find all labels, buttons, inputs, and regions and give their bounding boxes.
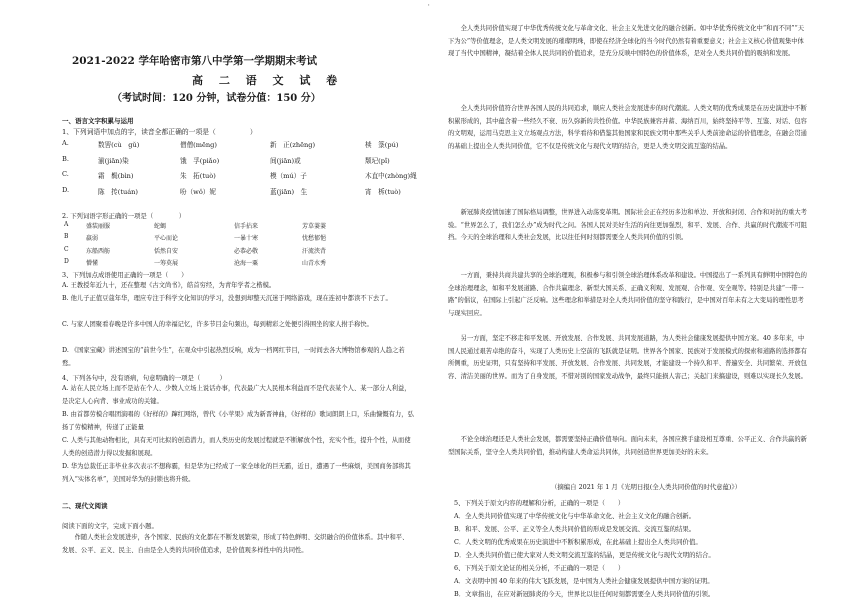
q5-option-b: B．和平、发展、公平、正义等全人类共同价值的形成是发展交流、交流互鉴的结果。 (454, 525, 696, 533)
reading-intro: 阅读下面的文字，完成下面小题。 (62, 522, 158, 530)
q2-option: 恬然自安 (154, 247, 179, 255)
q1-option: 颓圮(pǐ) (365, 156, 390, 165)
q2-option: D (64, 258, 69, 266)
q2-option: 信手拈来 (234, 223, 259, 230)
q1-option: 蓝(jiān) 生 (270, 187, 308, 196)
passage-paragraph: 一方面，秉持共商共建共享的全球治理观，积极参与和引领全球治理体系改革和建设。中国提出了一系列具有鲜明中国特色的全球治理理念，如和平发展道路、合作共赢理念、新型大国关系、正确义利观、发展观、合作观、安全观等。特别是共建“一带一路”的倡议，在国际上引起广泛反响。这些理念和举措是对全人类共同价值的坚守和践行，是中国对百年未有之大变局的理性思考与现实回应。 (448, 272, 807, 317)
q1-option: 椟 箓(pú) (365, 141, 399, 149)
q1-option: 模（mú）子 (270, 172, 307, 181)
q2-option: 芳草萋萋 (302, 223, 327, 230)
q1-option: 数罟(cù gǔ) (98, 141, 140, 149)
q5-option-c: C．人类文明的优秀成果在历史演进中不断积累形成，在此基础上提出全人类共同价值。 (454, 538, 702, 546)
q1-option: 间(jiān)或 (270, 156, 301, 165)
section-heading-2: 二、现代文阅读 (62, 502, 108, 510)
q3-option-b: B. 他儿子正值豆蔻年华，理应专注于科学文化知识的学习，没想到却整天沉迷于网络游戏，现在连初中都读不下去了。 (62, 295, 392, 302)
q4-option-b: B. 由首都劳模合唱团演唱的《好样的》蹿红网络，曾代《小苹果》成为新晋神曲，《好样的》歌词朗朗上口，乐曲慷慨有力，弘扬了劳模精神，传递了正能量 (62, 411, 414, 431)
q2-option: 东船西舫 (86, 247, 111, 255)
q1-option: 饿 孚(piǎo) (180, 156, 220, 165)
q1-stem: 1、下列词语中加点的字，读音全都正确的一项是（ ） (62, 128, 257, 136)
q2-option: B (64, 233, 69, 241)
q3-option-d: D. 《国家宝藏》讲述国宝的“前世今生”，在观众中引起热烈反响，成为一档网红节目，一时间去各大博物馆参观的人趋之若鹜。 (62, 347, 405, 367)
q1-option: C. (62, 170, 69, 179)
q5-option-a: A．全人类共同价值实现了中华传统文化与中华革命文化、社会主义文化的融合创新。 (454, 512, 696, 520)
q5-option-d: D．全人类共同价值已使大家对人类文明交流互鉴的结晶，更是传统文化与现代文明的结合。 (454, 551, 715, 559)
q1-option: 新 正(zhēng) (270, 141, 316, 149)
q2-option: 汗流浃背 (302, 247, 327, 255)
q2-option: 蛇蝎 (154, 223, 167, 230)
q2-stem: 2. 下列词语字形正确的一项是（ ） (62, 212, 186, 220)
q1-option: 霜 鬓(bìn) (98, 172, 134, 181)
q2-option: 盛装丽服 (86, 223, 111, 230)
exam-title: 2021-2022 学年哈密市第八中学第一学期期末考试 (72, 55, 317, 67)
exam-meta: （考试时间：120 分钟，试卷分值：150 分） (112, 93, 321, 104)
q3-stem: 3、下列加点成语使用正确的一项是（ ） (62, 271, 188, 279)
q2-option: 羸弱 (86, 235, 99, 243)
excerpt-source: （摘编自 2021 年 1 月《光明日报(全人类共同价值的时代意蕴)》） (551, 483, 742, 491)
q6-option-b: B．文章指出，在应对新冠肺炎的今天，世界比以往任何时刻都需要全人类共同价值的引领。 (454, 590, 715, 598)
passage-paragraph: 新冠肺炎疫情加速了国际格局调整，世界进入动荡变革期。国际社会正在经历多边和单边、开放和封闭、合作和对抗的重大考验。“世界怎么了，我们怎么办”成为时代之问。各国人民对美好生活的向往更加强烈，和平、发展、合作、共赢的时代潮流不可阻挡。今天的全球治理和人类社会发展，比以往任何时刻都需要全人类共同价值的引领。 (448, 209, 808, 242)
q2-options (64, 221, 414, 267)
q1-option: 朱 拓(tuò) (180, 172, 216, 181)
q1-option: D. (62, 185, 70, 194)
q2-option: C (64, 245, 69, 253)
page-mark: ' (428, 4, 430, 11)
q3-option-a: A. 王教授年近九十，还在整理《古文尚书》，皓首穷经，为青年学者之楷模。 (62, 282, 276, 289)
q1-option: 僧僧(mēng) (180, 141, 217, 149)
q5-stem: 5、下列关于原文内容的理解和分析，正确的一项是（ ） (454, 499, 625, 507)
q1-option: A. (62, 139, 69, 147)
q2-option: 懵懂 (86, 260, 99, 268)
q4-stem: 4、下列各句中，没有语病，句意明确的一项是（ ） (62, 374, 226, 382)
section-heading-1: 一、语言文字积累与运用 (62, 117, 134, 125)
q2-option: 一筹莫展 (154, 260, 179, 268)
q4-option-a: A. 站在人民立场上而不是站在个人、少数人立场上说话办事，代表最广大人民根本利益而不是代表某个人、某一部分人利益，是决定人心向背、事业成功的关键。 (62, 385, 411, 405)
passage-paragraph: 不论全球治理还是人类社会发展，都需要坚持正确价值导向。面向未来，各国应携手建设相互尊重、公平正义、合作共赢的新型国际关系，坚守全人类共同价值，推动构建人类命运共同体，共同创造世界更加美好的未来。 (448, 436, 807, 456)
q1-option: 宵 柝(tuò) (365, 187, 401, 196)
passage-paragraph: 作随人类社会发展进步，各个国家、民族的文化都在不断发展繁荣，形成了特色鲜明、交织融合的价值体系。其中和平、发展、公平、正义、民主、自由是全人类的共同价值追求，是价值观多样性中的共同性。 (62, 534, 409, 554)
q4-option-c: C. 人类与其他动物相比，具有无可比拟的创造潜力，而人类历史的发展过程就是不断解放个性，充实个性，提升个性，从而使人类的创造潜力得以发掘和展现。 (62, 437, 411, 457)
q2-option: 山青水秀 (302, 260, 327, 268)
q2-option: 平心而论 (154, 235, 179, 243)
left-column (60, 0, 415, 608)
passage-paragraph: 另一方面，坚定不移走和平发展、开放发展、合作发展、共同发展道路，为人类社会健康发展提供中国方案。40 多年来，中国人民通过艰苦卓绝的奋斗，实现了人类历史上空前的飞跃就是证明。世界各个国家、民族对于发展模式的探索和道路的选择都有所侧重，历史证明，只有坚持和平发展、开放发展、合作发展、共同发展，才能建设一个持久和平、普遍安全、共同繁荣、开放包容、清洁美丽的世界。而为了自身发展，不惜对别的国家发动战争，最终只能损人害己；关起门来搞建设，则难以实现长久发展。 (448, 335, 807, 380)
q1-option: 湔(jiān)染 (98, 156, 129, 165)
exam-subtitle: 高 二 语 文 试 卷 (192, 74, 344, 87)
right-column (448, 0, 808, 608)
q2-option: 一暴十寒 (234, 235, 259, 243)
passage-paragraph: 全人类共同价值符合世界各国人民的共同追求，顺应人类社会发展进步的时代潮流。人类文明的优秀成果是在历史演进中不断积累形成的，其中蕴含着一些经久不衰、历久弥新的共性价值。中华民族兼容并蓄、海纳百川，始终坚持平等、互鉴、对话、包容的文明观，运用马克思主义立场观点方法，科学看待和借鉴其他国家和民族文明中那些关乎人类前途命运的价值理念，在融会贯通的基础上提出全人类共同价值，它不仅是传统文化与现代文明的结合，更是人类文明交流互鉴的结晶。 (448, 105, 807, 150)
q1-option: 木直中(zhòng)绳 (365, 172, 417, 181)
q6-option-a: A．文表明中国 40 年来的伟大飞跃发展，是中国为人类社会健康发展提供中国方案的证明。 (454, 577, 714, 585)
q1-options (62, 139, 417, 196)
q2-option: 必恭必敬 (234, 247, 259, 255)
q4-option-d: D. 华为总裁任正非毕业多次表示不想称霸，但是华为已经成了一家全球化的巨无霸，近日，遭遇了一些麻烦，美国商务部将其列入“实体名单”，美国对华为的封锁也将升级。 (62, 463, 411, 483)
q2-option: 忧愁郁悒 (302, 235, 327, 243)
q2-option: 沧海一粟 (234, 260, 259, 268)
q2-option: A (64, 221, 69, 228)
passage-paragraph: 全人类共同价值实现了中华优秀传统文化与革命文化、社会主义先进文化的融合创新。如中华优秀传统文化中“和而不同”“天下为公”等价值理念，是人类文明发展的璀璨明珠，即使在经济全球化的当今时代仍然有着重要意义；社会主义核心价值观集中体现了当代中国精神，凝结着全体人民共同的价值追求，是充分反映中国特色的价值体系，是对全人类共同价值的吸纳和发展。 (448, 25, 804, 58)
q1-option: B. (62, 154, 69, 163)
q1-option: 吩（wǒ）妮 (180, 187, 216, 196)
q6-stem: 6、下列关于原文论证的相关分析，不正确的一项是（ ） (454, 564, 625, 572)
q3-option-c: C. 与家人团聚看春晚是许多中国人的幸福记忆，许多节目金句频出，每到精彩之处便引得围坐的家人拊手称快。 (62, 321, 373, 328)
q1-option: 陈 抟(tuán) (98, 187, 139, 196)
